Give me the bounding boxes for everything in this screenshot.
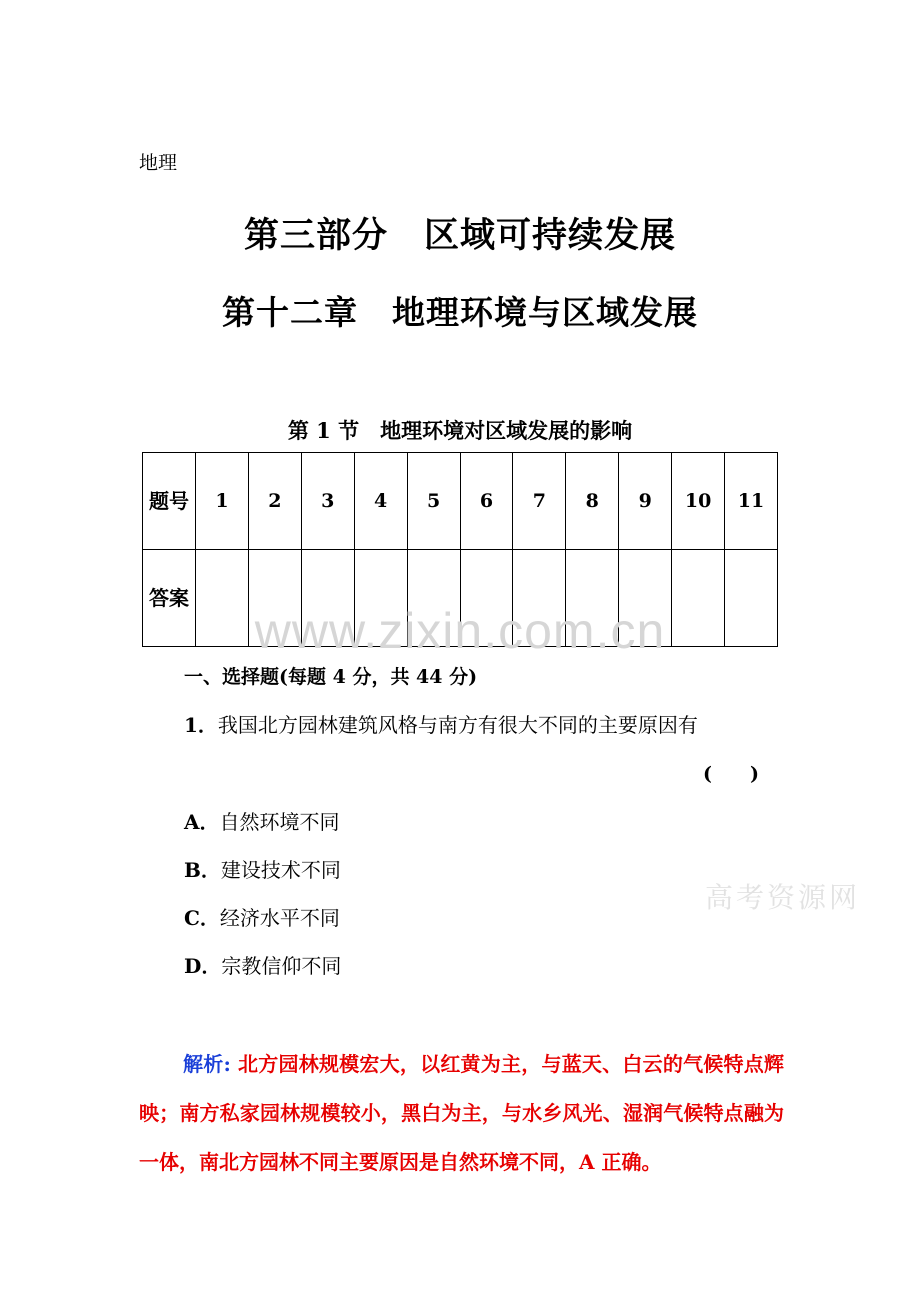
chapter-title: 第十二章 地理环境与区域发展 <box>222 293 698 332</box>
option-letter: C． <box>184 906 220 930</box>
question-number-cell: 8 <box>566 453 619 550</box>
question-stem <box>184 709 698 738</box>
option-d[interactable] <box>184 950 341 979</box>
row-label-question-number: 题号 <box>143 453 196 550</box>
question-number-cell: 11 <box>725 453 778 550</box>
option-letter: D． <box>184 954 222 978</box>
part-title: 第三部分 区域可持续发展 <box>243 215 676 256</box>
option-text: 建设技术不同 <box>220 858 341 882</box>
question-number-cell: 1 <box>196 453 249 550</box>
watermark-site-name: 高考资源网 <box>705 881 861 914</box>
answer-table-number-row <box>143 453 778 550</box>
option-letter: B． <box>184 858 221 882</box>
option-letter: A． <box>184 810 220 834</box>
analysis-text: 北方园林规模宏大，以红黄为主，与蓝天、白云的气候特点辉映；南方私家园林规模较小，黑白为主，与水乡风光、湿润气候特点融为一体，南北方园林不同主要原因是自然环境不同，A 正确。 <box>139 1052 784 1174</box>
subject-label: 地理 <box>139 152 178 174</box>
question-number: 1． <box>184 713 218 737</box>
question-number-cell: 10 <box>672 453 725 550</box>
row-label-answer: 答案 <box>143 550 196 647</box>
option-text: 宗教信仰不同 <box>221 954 342 978</box>
analysis-label: 解析: <box>183 1052 231 1076</box>
option-text: 经济水平不同 <box>219 906 340 930</box>
question-text: 我国北方园林建筑风格与南方有很大不同的主要原因有 <box>217 713 698 737</box>
section-title: 第 1 节 地理环境对区域发展的影响 <box>287 418 633 443</box>
question-number-cell: 9 <box>619 453 672 550</box>
option-b[interactable] <box>184 854 341 883</box>
option-a[interactable] <box>184 806 340 835</box>
watermark-url: www.zixin.com.cn <box>254 603 666 659</box>
question-number-cell: 6 <box>460 453 513 550</box>
analysis-paragraph <box>139 1040 784 1187</box>
option-text: 自然环境不同 <box>219 810 340 834</box>
question-number-cell: 2 <box>248 453 301 550</box>
question-number-cell: 3 <box>301 453 354 550</box>
question-number-cell: 7 <box>513 453 566 550</box>
option-c[interactable] <box>184 902 340 931</box>
question-number-cell: 5 <box>407 453 460 550</box>
answer-bracket: ( ) <box>703 763 759 785</box>
question-number-cell: 4 <box>354 453 407 550</box>
section-heading: 一、选择题(每题 4 分，共 44 分) <box>184 666 478 688</box>
